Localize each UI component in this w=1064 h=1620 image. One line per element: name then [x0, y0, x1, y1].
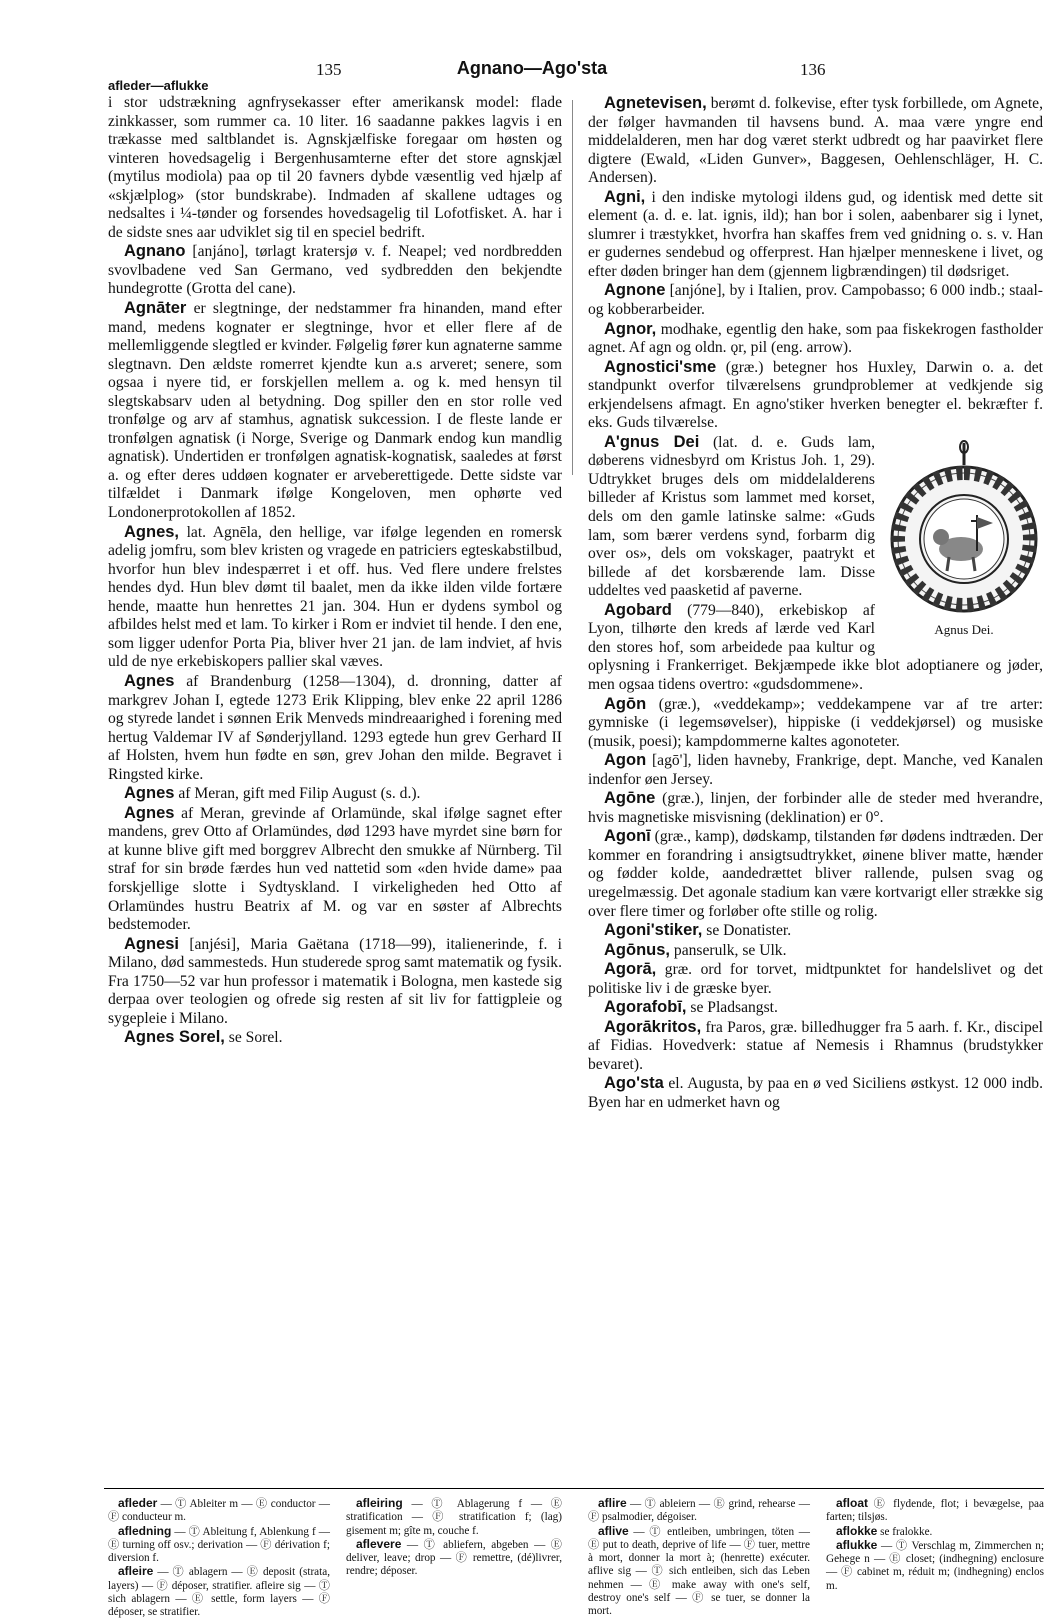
entry-text: [anjési], Maria Gaëtana (1718—99), italienerinde, f. i Milano, død sammesteds. Hun studerede sprog samt matematik og fysik. Fra 1750—52 var hun professor i matematik i Bologna, men kastede sig derpaa over teologien og ofrede sig resten af sit liv for fattigpleie og sygepleie i Milano. [108, 935, 562, 1027]
entry-text: modhake, egentlig den hake, som paa fiskekrogen fastholder agnet. Af agn og oldn. ǫr, pil (eng. arrow). [588, 320, 1043, 357]
entry-text: (lat. d. e. Guds lam, døberens vidnesbyrd om Kristus Joh. 1, 29). Udtrykket bruges dels om middelalderens billeder af Kristus som lammet med korset, dels om den gamle latinske salme: «Guds lam, som bærer verdens synd, forbarm dig over os», dels om vokskager, paatrykt et billede af det korsbærende lam. Disse uddeltes ved paasketid af paverne. [588, 433, 875, 600]
headword: Agnano [124, 242, 186, 261]
entry-text: se Sorel. [224, 1029, 283, 1047]
headword: Agnes Sorel, [124, 1028, 225, 1047]
entry [588, 320, 1043, 358]
entry [588, 188, 1043, 282]
footnote-text: — Ⓣ Ableiter m — Ⓔ conductor — Ⓕ conducteur m. [108, 1498, 330, 1524]
entry [588, 998, 1043, 1018]
entry [108, 804, 562, 935]
footnote-entry [826, 1539, 1044, 1593]
column-rule [572, 100, 573, 475]
footnote-text: — Ⓣ ableiern — Ⓔ grind, rehearse — Ⓕ psalmodier, dégoiser. [588, 1498, 810, 1524]
entry [588, 94, 1043, 188]
footnote-headword: afleire [118, 1564, 154, 1579]
headword: Agnostici'sme [604, 357, 717, 376]
entry-text: af Meran, gift med Filip August (s. d.). [174, 785, 421, 803]
headword: Agonī [604, 827, 651, 846]
footnote-text: — Ⓣ ablagern — Ⓔ deposit (strata, layers) — Ⓕ déposer, stratifier. afleire sig — Ⓣ sich ablagern — Ⓔ settle, form layers — Ⓕ déposer, se stratifier. [108, 1566, 330, 1619]
entry [588, 695, 1043, 752]
entry-text: i den indiske mytologi ildens gud, og identisk med dette sit element (a. d. e. lat. ignis, ild); han bor i solen, aabenbarer sig i lynet, slumrer i træstykket, hvorfra han skaffes frem ved gnidning o. s. v. Han er gudernes sendebud og offerprest. Han hjælper menneskene i livet, og efter døden bringer han dem (gjennem ligbrændingen) til dødsriget. [588, 188, 1043, 280]
entry-text: lat. Agnēla, den hellige, var ifølge legenden en romersk adelig jomfru, som blev kristen og vragede en patriciers egteskabstilbud, hvorfor hun blev indespærret i et off. hus. Ved flere undere frelstes hendes dyd. Hun blev dømt til baalet, men da ikke ilden vilde fortære hende, maatte hun henrettes 21 jan. 304. Hun er dydens symbol og afbildes helst med et lam. To kirker i Rom er indviet til hende. I den ene, som ligger udenfor Porta Pia, bliver hver 21 jan. de lam indviet, af hvis uld de nye erkebiskopers pallier skal væves. [108, 523, 562, 671]
footnote-column [588, 1497, 810, 1619]
entry [108, 523, 562, 672]
headword: Agorā, [604, 960, 657, 979]
headword: Agnor, [604, 319, 657, 338]
entry [588, 751, 1043, 789]
footnote-headword: aflukke [836, 1537, 878, 1552]
footnote-headword: aflevere [356, 1536, 402, 1551]
right-column [588, 94, 1043, 1113]
footnote-entry [826, 1525, 1044, 1539]
entry-text: af Meran, grevinde af Orlamünde, skal ifølge sagnet efter mandens, grev Otto af Orlamündes, død 1293 have myrdet sine børn for at kunne blive gift med borggrev Albrecht den smukke af Nürnberg. Til straf for sin brøde færdes hun ved nattetid som «den hvide dame» paa forskjellige slotte i Sydtyskland. I virkeligheden hed Otto af Orlamündes hustru Beatrix af M. og var en søster af Albrechts bedstemoder. [108, 804, 562, 934]
corner-keywords: afleder—aflukke [108, 78, 209, 93]
entry [108, 299, 562, 523]
footnote-column [346, 1497, 562, 1579]
entry-text: af Brandenburg (1258—1304), d. dronning, datter af markgrev Johan I, egtede 1273 Erik Klipping, blev enke 22 april 1286 og styrede landet i sønnen Erik Menveds mindreaarighed i forening med hertug Valdemar IV af Sønderjylland. 1293 egtede hun grev Gerhard II af Holsten, hvem hun fødte en søn, grev Johan den milde. Begravet i Ringsted kirke. [108, 672, 562, 783]
entry [588, 358, 1043, 433]
headword: Agnetevisen, [604, 94, 707, 112]
footnote-text: Ⓔ flydende, flot; i bevægelse, paa farten; tilsjøs. [826, 1498, 1044, 1524]
entry-text: fra Paros, græ. billedhugger fra 5 aarh. f. Kr., discipel af Fidias. Hovedverk: statue af Nemesis i Rhamnus (brudstykker bevaret). [588, 1018, 1043, 1073]
footnote-headword: aflokke [836, 1523, 878, 1538]
footnote-entry [588, 1525, 810, 1619]
figure-caption: Agnus Dei. [934, 621, 994, 637]
entry-text: se Donatister. [702, 922, 792, 940]
footnote-text: — Ⓣ Verschlag m, Zimmerchen n; Gehege n — Ⓔ closet; (indhegning) enclosure — Ⓕ cabinet m, réduit m; (indhegning) enclos m. [826, 1539, 1044, 1592]
entry-text: [anjáno], tørlagt kratersjø v. f. Neapel; ved nordbredden svovlbadene ved San Germano, ved sydbredden den bekjendte hundegrotte (Grotta del cane). [108, 243, 562, 298]
entry [588, 281, 1043, 319]
entry-text: (græ.), linjen, der forbinder alle de steder med hverandre, hvis magnetiske misvisning (deklination) er 0°. [588, 790, 1043, 826]
entry-text: (779—840), erkebiskop af Lyon, tilhørte den kreds af lærde ved Karl den stores hof, som arbeidede paa kultur og oplysning i Frankerriget. Bekjæmpede ikke blot adoptianere og jøder, men ogsaa tidens overtro: «gudsdommene». [588, 601, 1043, 693]
footnote-entry [108, 1497, 330, 1525]
entry-text: græ. ord for torvet, midtpunktet for handelslivet og det politiske liv i de græske byer. [588, 961, 1043, 997]
entry [108, 935, 562, 1029]
entry-text: er slegtninge, der nedstammer fra hinanden, mand efter mand, medens kognater er slegtninge, hvor et eller flere af de mellemliggende slegtled er kvinder. Følgelig fører kun agnaterne samme slegtnavn. Den ældste romerret kjendte kun a.s arveret; senere, som ogsaa i nyere tid, er forskjellen mellem a. og k. med hensyn til slegtskabsarv uden al betydning. Dog spiller den en stor rolle ved tronfølge og arv af stamhus, agnatisk sukcession. I de fleste lande er tronfølgen agnatisk (i Norge, Sverige og Danmark endog kun mandlig agnatisk). Undertiden er tronfølgen agnatisk-kognatisk, saaledes at først a. og efter deres uddøen kognater er arveberettigede. Dette sidste var tilfældet i Danmark ifølge Kongeloven, men ophørte ved Londonerprotokollen af 1852. [108, 300, 562, 522]
headword: Agnāter [124, 299, 187, 318]
entry [588, 789, 1043, 827]
footnote-text: se fralokke. [877, 1525, 933, 1538]
right-page-number: 136 [800, 60, 826, 79]
headword: Ago'sta [604, 1074, 664, 1093]
footnote-column [108, 1497, 330, 1620]
headword: Agnesi [124, 934, 180, 953]
left-page-number: 135 [316, 60, 342, 79]
footnote-entry [588, 1497, 810, 1525]
footnote-headword: afloat [836, 1496, 869, 1510]
footnote-rule [104, 1488, 1044, 1489]
footnote-entry [108, 1525, 330, 1566]
entry-text: (græ.), «veddekamp»; veddekampene var af tre arter: gymniske (i legemsøvelser), hippiske (i veddekjørsel) og musiske (musik, poesi); kampdommerne kaltes agonoteter. [588, 695, 1043, 750]
footnote-headword: aflive [598, 1523, 629, 1538]
headword: Agnes [124, 784, 175, 803]
entry-text: (græ.) betegner hos Huxley, Darwin o. a. det standpunkt overfor tilværelsens grundproblemer at vedkjende sig erkjendelsens afmagt. En agno'stiker hverken benegter el. bekræfter f. eks. Guds tilværelse. [588, 358, 1043, 432]
entry-text: [anjóne], by i Italien, prov. Campobasso; 6 000 indb.; staal- og kobberarbeider. [588, 282, 1043, 319]
entry [588, 1018, 1043, 1075]
entry [588, 921, 1043, 941]
entry-text: panserulk, se Ulk. [670, 941, 787, 959]
entry-text: se Pladsangst. [686, 999, 778, 1017]
entry [108, 672, 562, 784]
entry [108, 784, 562, 804]
headword: Agon [604, 751, 647, 770]
footnote-text: — Ⓣ Ableitung f, Ablenkung f — Ⓔ turning off osv.; derivation — Ⓕ dérivation f; diversion f. [108, 1525, 330, 1565]
headword: Agni, [604, 187, 646, 206]
footnote-entry [108, 1565, 330, 1619]
headword: Agorākritos, [604, 1017, 702, 1036]
agnus-dei-figure [885, 439, 1043, 645]
footnote-text: — Ⓣ entleiben, umbringen, töten — Ⓔ put to death, deprive of life — Ⓕ tuer, mettre à mort, donner la mort à; (henrette) exécuter. aflive sig — Ⓣ sich entleiben, sich das Leben nehmen — Ⓔ make away with one's self, destroy one's self — Ⓕ se tuer, se donner la mort. [588, 1525, 810, 1618]
entry-text: el. Augusta, by paa en ø ved Siciliens østkyst. 12 000 indb. Byen har en udmerket havn og [588, 1075, 1043, 1111]
headword: Agorafobī, [604, 998, 687, 1017]
headword: Agnes, [124, 522, 180, 541]
footnote-entry [826, 1497, 1044, 1525]
entry-text: (græ., kamp), dødskamp, tilstanden før dødens indtræden. Der kommer en forandring i ansigtsudtrykket, øinene bliver matte, hænder og fødder kolde, aandedrættet bliver rallende, pulsen svag og uregelmæssig. Det agonale stadium kan være kortvarigt eller strække sig over flere timer og forløber ofte stille og rolig. [588, 828, 1043, 920]
left-column [108, 94, 562, 1048]
entry-text: [agō'], liden havneby, Frankrige, dept. Manche, ved Kanalen indenfor øen Jersey. [588, 752, 1043, 788]
entry [588, 827, 1043, 921]
footnote-headword: afleder [118, 1496, 158, 1510]
entry [588, 1074, 1043, 1112]
footnote-column [826, 1497, 1044, 1593]
entry [108, 242, 562, 299]
headword: Agōnus, [604, 940, 670, 959]
footnote-text: — Ⓣ abliefern, abgeben — Ⓔ deliver, leave; drop — Ⓕ remettre, (dé)livrer, rendre; déposer. [346, 1538, 562, 1578]
headword: Agnes [124, 803, 175, 822]
footnote-text: — Ⓣ Ablagerung f — Ⓔ stratification — Ⓕ stratification f; (lag) gisement m; gîte m, couche f. [346, 1498, 562, 1537]
headword: Agōne [604, 789, 656, 808]
agnus-dei-seal-image [889, 439, 1039, 619]
headword: A'gnus Dei [604, 432, 700, 451]
footnote-entry [346, 1497, 562, 1538]
running-head: Agnano—Ago'sta [456, 58, 608, 78]
entry [588, 960, 1043, 998]
entry [588, 941, 1043, 961]
headword: Agoni'stiker, [604, 921, 703, 940]
headword: Agnone [604, 281, 666, 300]
footnote-headword: afleiring [356, 1496, 403, 1510]
entry-continuation: i stor udstrækning agnfrysekasser efter amerikansk model: flade zinkkasser, som rummer ca. 10 liter. 16 saadanne pakkes lagvis i en trækasse med saltblandet is. Agnskjælfiske foregaar om høsten og vinteren hovedsagelig i Bergenhusamterne efter det store agnskjæl (mytilus modiola) paa op til 20 favners dybde væsentlig ved hjælp af «skjælplog» (stor bundskrabe). Indmaden af skallene udtages og nedsaltes i ¼-tønder og forsendes hovedsagelig til Lofotfisket. A. har i de sidste snes aar udviklet sig til en speciel bedrift. [108, 94, 562, 241]
entry-text: berømt d. folkevise, efter tysk forbillede, om Agnete, der følger havmanden til havsens bund. A. maa være yngre end middelalderen, men har dog været sterkt udbredt og har paavirket flere digtere (Ewald, «Liden Gunver», Baggesen, Oehlenschläger, H. C. Andersen). [588, 95, 1043, 187]
headword: Agōn [604, 694, 647, 713]
entry [108, 1028, 562, 1048]
headword: Agnes [124, 671, 175, 690]
footnote-headword: afledning [118, 1523, 172, 1538]
footnote-headword: aflire [598, 1496, 627, 1510]
footnote-entry [346, 1538, 562, 1579]
headword: Agobard [604, 600, 672, 619]
